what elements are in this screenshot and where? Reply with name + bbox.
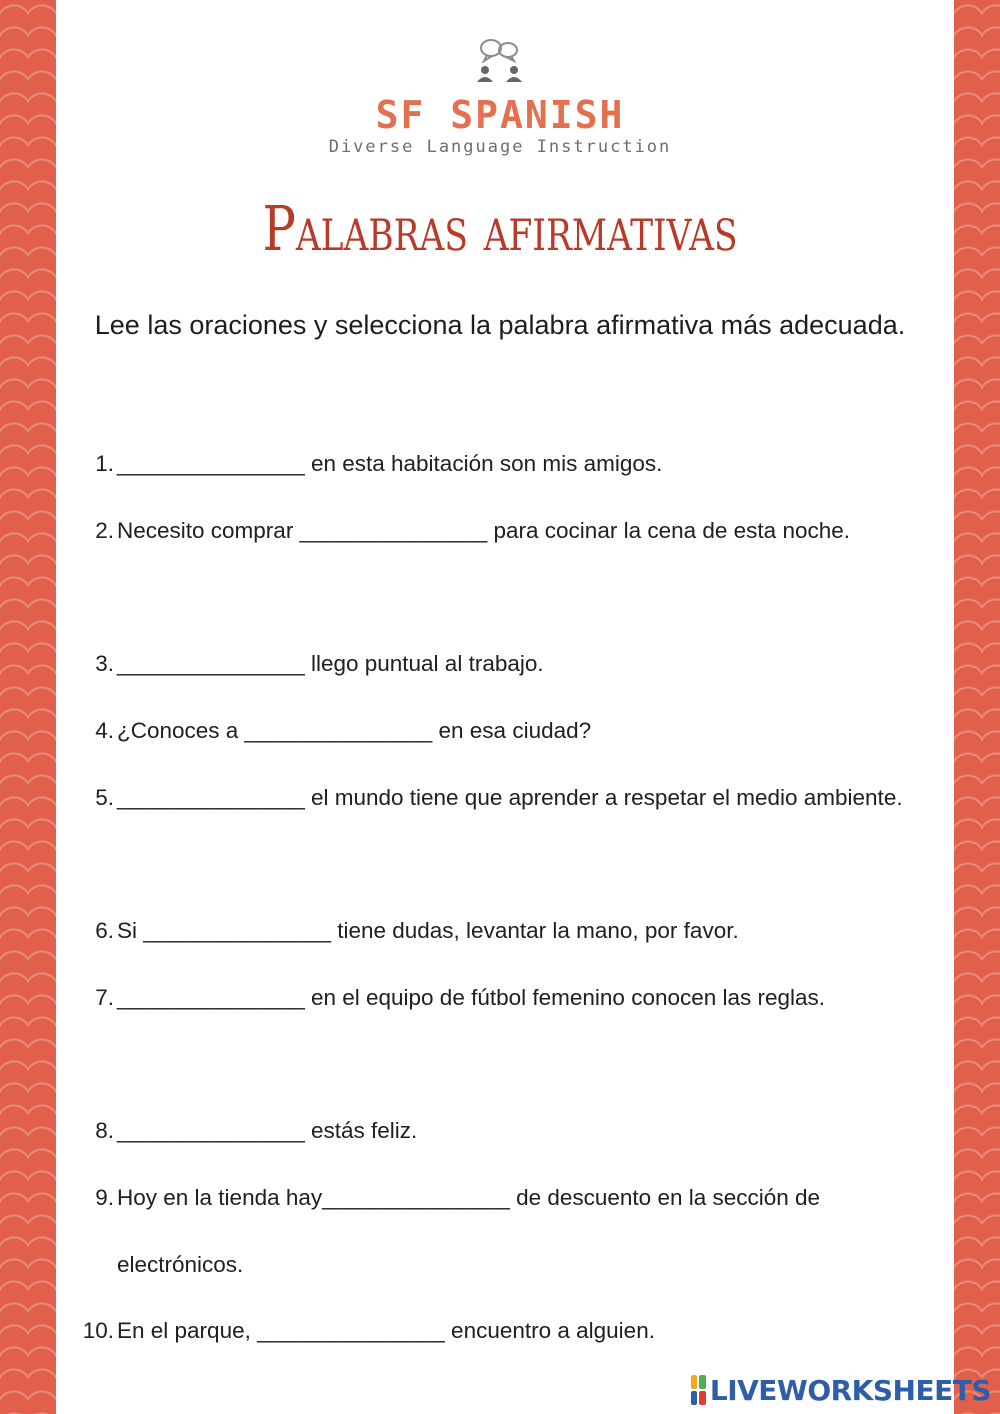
- question-text: _______________ en el equipo de fútbol femenino conocen las reglas.: [117, 985, 826, 1010]
- question-number: 2.: [95, 518, 114, 543]
- question-number: 10.: [82, 1318, 114, 1343]
- decorative-border-left: [0, 0, 56, 1414]
- watermark-text: LIVEWORKSHEETS: [709, 1373, 991, 1407]
- logo: [0, 38, 1000, 90]
- question-text: Hoy en la tienda hay_______________ de descuento en la sección de electrónicos.: [117, 1185, 821, 1277]
- liveworksheets-logo-icon: [691, 1375, 706, 1405]
- question-text: _______________ estás feliz.: [117, 1118, 418, 1143]
- question-text: Necesito comprar _______________ para cocinar la cena de esta noche.: [117, 518, 850, 543]
- question-number: 1.: [95, 451, 114, 476]
- question-number: 6.: [95, 918, 114, 943]
- question-text: Si _______________ tiene dudas, levantar la mano, por favor.: [117, 918, 739, 943]
- question-text: En el parque, _______________ encuentro a alguien.: [117, 1318, 655, 1343]
- question-number: 7.: [95, 985, 114, 1010]
- speech-bubbles-people-icon: [470, 38, 530, 90]
- question-text: ¿Conoces a _______________ en esa ciudad?: [117, 718, 592, 743]
- question-text: _______________ llego puntual al trabajo.: [117, 651, 544, 676]
- question-number: 9.: [95, 1185, 114, 1210]
- question-number: 3.: [95, 651, 114, 676]
- watermark: [691, 1372, 991, 1408]
- decorative-border-right: [954, 0, 1000, 1414]
- brand-tagline: Diverse Language Instruction: [328, 137, 672, 157]
- question-number: 4.: [95, 718, 114, 743]
- page-title: Palabras afirmativas: [262, 192, 738, 265]
- question-number: 5.: [95, 785, 114, 810]
- brand-name: SF SPANISH: [375, 93, 625, 137]
- question-text: _______________ en esta habitación son mis amigos.: [117, 451, 663, 476]
- question-number: 8.: [95, 1118, 114, 1143]
- question-text: _______________ el mundo tiene que aprender a respetar el medio ambiente.: [117, 785, 903, 810]
- instructions: Lee las oraciones y selecciona la palabra afirmativa más adecuada.: [94, 310, 906, 340]
